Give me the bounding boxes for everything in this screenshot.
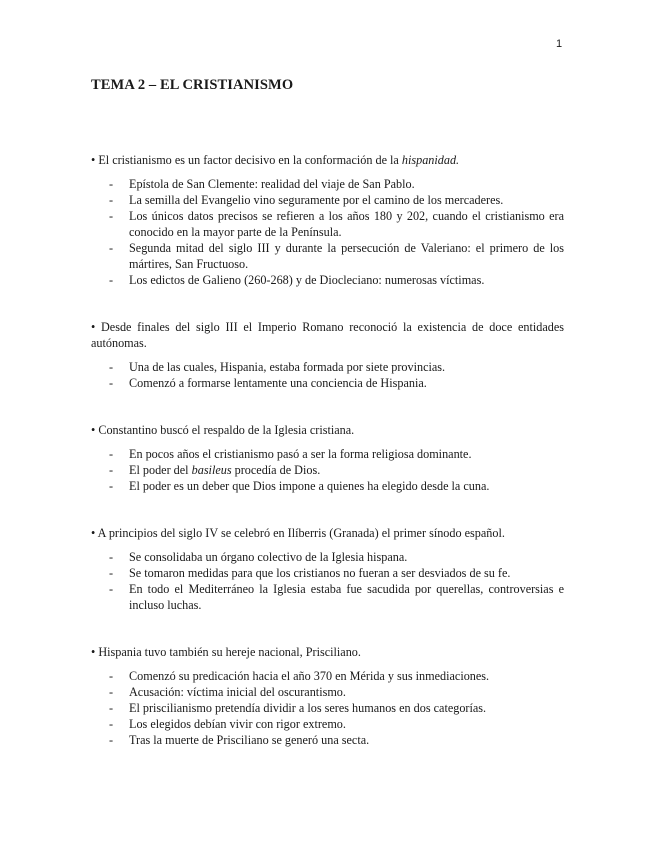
bullet-list: [91, 446, 564, 494]
list-item: - Comenzó a formarse lentamente una conciencia de Hispania.: [109, 376, 427, 390]
section-prisciliano: [91, 644, 564, 748]
list-item: - Los únicos datos precisos se refieren a los años 180 y 202, cuando el cristianismo era conocido en la mayor parte de la Península.: [109, 209, 564, 239]
section-constantino: [91, 422, 564, 494]
list-item: - Una de las cuales, Hispania, estaba formada por siete provincias.: [109, 360, 446, 374]
document-title: TEMA 2 – EL CRISTIANISMO: [91, 77, 294, 93]
list-item: - El poder es un deber que Dios impone a quienes ha elegido desde la cuna.: [109, 479, 490, 493]
bullet-list: [91, 176, 564, 288]
list-item: - El poder del basileus procedía de Dios.: [109, 463, 321, 477]
list-item: - El priscilianismo pretendía dividir a los seres humanos en dos categorías.: [109, 701, 487, 715]
section-cristianismo: [91, 152, 564, 288]
list-item: - En todo el Mediterráneo la Iglesia estaba fue sacudida por querellas, controversias e incluso luchas.: [109, 582, 564, 612]
bullet-list: [91, 668, 564, 748]
list-item: - Epístola de San Clemente: realidad del viaje de San Pablo.: [109, 177, 415, 191]
list-item: - Los edictos de Galieno (260-268) y de Diocleciano: numerosas víctimas.: [109, 273, 485, 287]
bullet-list: [91, 549, 564, 613]
list-item: - En pocos años el cristianismo pasó a ser la forma religiosa dominante.: [109, 447, 472, 461]
emphasis-hispanidad: hispanidad.: [401, 153, 460, 167]
bullet-list: [91, 359, 564, 391]
list-item: - Tras la muerte de Prisciliano se generó una secta.: [109, 733, 370, 747]
section-lead: • Hispania tuvo también su hereje nacional, Prisciliano.: [91, 645, 361, 659]
section-lead: • El cristianismo es un factor decisivo en la conformación de la hispanidad.: [91, 153, 460, 167]
section-lead: • Constantino buscó el respaldo de la Iglesia cristiana.: [91, 423, 355, 437]
list-item: - Se consolidaba un órgano colectivo de la Iglesia hispana.: [109, 550, 408, 564]
section-iliberris: [91, 525, 564, 613]
list-item: - Los elegidos debían vivir con rigor extremo.: [109, 717, 346, 731]
list-item: - Acusación: víctima inicial del oscurantismo.: [109, 685, 346, 699]
section-lead: • Desde finales del siglo III el Imperio Romano reconoció la existencia de doce entidades autónomas.: [91, 320, 564, 350]
section-lead: • A principios del siglo IV se celebró en Ilíberris (Granada) el primer sínodo español.: [91, 526, 505, 540]
emphasis-basileus: basileus: [191, 463, 232, 477]
document-body: [91, 152, 564, 779]
list-item: - Comenzó su predicación hacia el año 370 en Mérida y sus inmediaciones.: [109, 669, 490, 683]
list-item: - Se tomaron medidas para que los cristianos no fueran a ser desviados de su fe.: [109, 566, 511, 580]
list-item: - Segunda mitad del siglo III y durante la persecución de Valeriano: el primero de los mártires, San Fructuoso.: [109, 241, 564, 271]
section-imperio-romano: [91, 319, 564, 391]
list-item: - La semilla del Evangelio vino seguramente por el camino de los mercaderes.: [109, 193, 504, 207]
page-number: 1: [556, 38, 563, 50]
